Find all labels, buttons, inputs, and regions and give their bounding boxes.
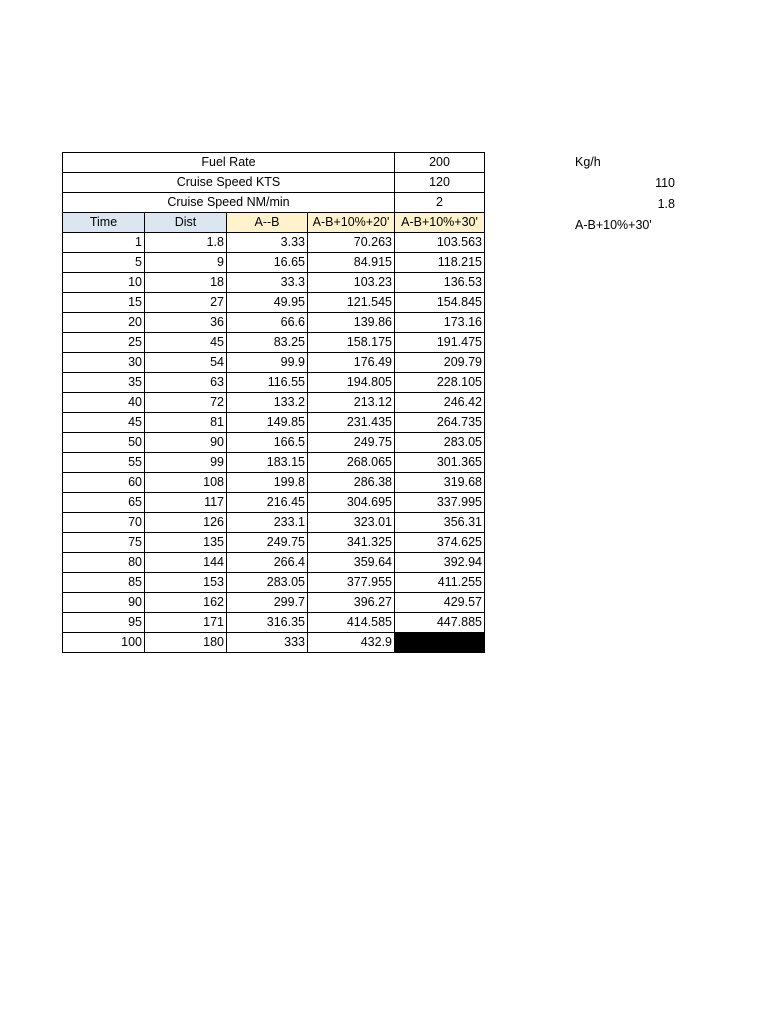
table-cell[interactable]: 304.695 bbox=[308, 493, 395, 513]
table-cell[interactable]: 20 bbox=[63, 313, 145, 333]
table-cell[interactable]: 246.42 bbox=[395, 393, 485, 413]
table-cell[interactable] bbox=[395, 633, 485, 653]
table-cell[interactable]: 99 bbox=[145, 453, 227, 473]
param-value[interactable]: 200 bbox=[395, 153, 485, 173]
table-cell[interactable]: 299.7 bbox=[227, 593, 308, 613]
param-label[interactable]: Cruise Speed NM/min bbox=[63, 193, 395, 213]
table-row bbox=[63, 253, 485, 273]
table-cell[interactable]: 301.365 bbox=[395, 453, 485, 473]
table-cell[interactable]: 191.475 bbox=[395, 333, 485, 353]
table-cell[interactable]: 283.05 bbox=[395, 433, 485, 453]
table-cell[interactable]: 139.86 bbox=[308, 313, 395, 333]
table-row bbox=[63, 493, 485, 513]
table-cell[interactable]: 83.25 bbox=[227, 333, 308, 353]
table-cell[interactable]: 1 bbox=[63, 233, 145, 253]
param-row-cruise-speed-kts bbox=[63, 173, 485, 193]
table-cell[interactable]: 63 bbox=[145, 373, 227, 393]
table-cell[interactable]: 316.35 bbox=[227, 613, 308, 633]
param-label[interactable]: Cruise Speed KTS bbox=[63, 173, 395, 193]
table-cell[interactable]: 319.68 bbox=[395, 473, 485, 493]
header-a-b[interactable]: A--B bbox=[227, 213, 308, 233]
table-cell[interactable]: 414.585 bbox=[308, 613, 395, 633]
table-cell[interactable]: 90 bbox=[145, 433, 227, 453]
table-row bbox=[63, 453, 485, 473]
table-cell[interactable]: 396.27 bbox=[308, 593, 395, 613]
table-cell[interactable]: 249.75 bbox=[227, 533, 308, 553]
table-cell[interactable]: 356.31 bbox=[395, 513, 485, 533]
table-cell[interactable]: 36 bbox=[145, 313, 227, 333]
table-cell[interactable]: 173.16 bbox=[395, 313, 485, 333]
fuel-table bbox=[62, 152, 485, 653]
table-cell[interactable]: 50 bbox=[63, 433, 145, 453]
side-unit-label[interactable]: Kg/h bbox=[575, 155, 601, 169]
table-cell[interactable]: 60 bbox=[63, 473, 145, 493]
table-cell[interactable]: 180 bbox=[145, 633, 227, 653]
table-cell[interactable]: 333 bbox=[227, 633, 308, 653]
table-cell[interactable]: 35 bbox=[63, 373, 145, 393]
table-cell[interactable]: 116.55 bbox=[227, 373, 308, 393]
table-cell[interactable]: 54 bbox=[145, 353, 227, 373]
table-cell[interactable]: 359.64 bbox=[308, 553, 395, 573]
table-cell[interactable]: 374.625 bbox=[395, 533, 485, 553]
table-cell[interactable]: 84.915 bbox=[308, 253, 395, 273]
header-dist[interactable]: Dist bbox=[145, 213, 227, 233]
table-cell[interactable]: 286.38 bbox=[308, 473, 395, 493]
table-cell[interactable]: 72 bbox=[145, 393, 227, 413]
table-row bbox=[63, 293, 485, 313]
header-a-b-30[interactable]: A-B+10%+30' bbox=[395, 213, 485, 233]
table-cell[interactable]: 135 bbox=[145, 533, 227, 553]
table-cell[interactable]: 117 bbox=[145, 493, 227, 513]
table-cell[interactable]: 268.065 bbox=[308, 453, 395, 473]
table-cell[interactable]: 5 bbox=[63, 253, 145, 273]
param-value[interactable]: 2 bbox=[395, 193, 485, 213]
table-cell[interactable]: 183.15 bbox=[227, 453, 308, 473]
table-cell[interactable]: 209.79 bbox=[395, 353, 485, 373]
table-cell[interactable]: 45 bbox=[145, 333, 227, 353]
table-cell[interactable]: 136.53 bbox=[395, 273, 485, 293]
table-body bbox=[63, 153, 485, 653]
table-row bbox=[63, 633, 485, 653]
table-cell[interactable]: 231.435 bbox=[308, 413, 395, 433]
side-value-2[interactable]: 1.8 bbox=[657, 197, 675, 211]
table-cell[interactable]: 70 bbox=[63, 513, 145, 533]
table-cell[interactable]: 16.65 bbox=[227, 253, 308, 273]
table-row bbox=[63, 573, 485, 593]
table-cell[interactable]: 99.9 bbox=[227, 353, 308, 373]
table-cell[interactable]: 216.45 bbox=[227, 493, 308, 513]
table-cell[interactable]: 103.563 bbox=[395, 233, 485, 253]
table-cell[interactable]: 166.5 bbox=[227, 433, 308, 453]
table-cell[interactable]: 341.325 bbox=[308, 533, 395, 553]
table-cell[interactable]: 121.545 bbox=[308, 293, 395, 313]
table-cell[interactable]: 118.215 bbox=[395, 253, 485, 273]
table-cell[interactable]: 33.3 bbox=[227, 273, 308, 293]
table-cell[interactable]: 392.94 bbox=[395, 553, 485, 573]
table-row bbox=[63, 473, 485, 493]
table-row bbox=[63, 413, 485, 433]
table-cell[interactable]: 1.8 bbox=[145, 233, 227, 253]
table-cell[interactable]: 55 bbox=[63, 453, 145, 473]
table-cell[interactable]: 80 bbox=[63, 553, 145, 573]
table-cell[interactable]: 3.33 bbox=[227, 233, 308, 253]
table-cell[interactable]: 429.57 bbox=[395, 593, 485, 613]
header-row bbox=[63, 213, 485, 233]
table-cell[interactable]: 377.955 bbox=[308, 573, 395, 593]
param-value[interactable]: 120 bbox=[395, 173, 485, 193]
table-cell[interactable]: 27 bbox=[145, 293, 227, 313]
header-a-b-20[interactable]: A-B+10%+20' bbox=[308, 213, 395, 233]
table-cell[interactable]: 228.105 bbox=[395, 373, 485, 393]
table-cell[interactable]: 126 bbox=[145, 513, 227, 533]
table-row bbox=[63, 533, 485, 553]
table-cell[interactable]: 447.885 bbox=[395, 613, 485, 633]
table-cell[interactable]: 199.8 bbox=[227, 473, 308, 493]
table-cell[interactable]: 411.255 bbox=[395, 573, 485, 593]
table-cell[interactable]: 149.85 bbox=[227, 413, 308, 433]
table-cell[interactable]: 171 bbox=[145, 613, 227, 633]
table-row bbox=[63, 273, 485, 293]
table-cell[interactable]: 249.75 bbox=[308, 433, 395, 453]
table-cell[interactable]: 158.175 bbox=[308, 333, 395, 353]
table-cell[interactable]: 15 bbox=[63, 293, 145, 313]
table-cell[interactable]: 10 bbox=[63, 273, 145, 293]
table-cell[interactable]: 49.95 bbox=[227, 293, 308, 313]
table-cell[interactable]: 103.23 bbox=[308, 273, 395, 293]
side-value-1[interactable]: 110 bbox=[655, 176, 675, 190]
table-cell[interactable]: 337.995 bbox=[395, 493, 485, 513]
table-cell[interactable]: 81 bbox=[145, 413, 227, 433]
table-row bbox=[63, 593, 485, 613]
table-cell[interactable]: 108 bbox=[145, 473, 227, 493]
param-row-cruise-speed-nm-min bbox=[63, 193, 485, 213]
table-cell[interactable]: 153 bbox=[145, 573, 227, 593]
table-cell[interactable]: 30 bbox=[63, 353, 145, 373]
table-cell[interactable]: 154.845 bbox=[395, 293, 485, 313]
table-cell[interactable]: 432.9 bbox=[308, 633, 395, 653]
table-cell[interactable]: 95 bbox=[63, 613, 145, 633]
table-cell[interactable]: 264.735 bbox=[395, 413, 485, 433]
table-row bbox=[63, 353, 485, 373]
table-row bbox=[63, 553, 485, 573]
table-cell[interactable]: 45 bbox=[63, 413, 145, 433]
table-cell[interactable]: 233.1 bbox=[227, 513, 308, 533]
table-row bbox=[63, 333, 485, 353]
param-row-fuel-rate bbox=[63, 153, 485, 173]
table-cell[interactable]: 25 bbox=[63, 333, 145, 353]
table-row bbox=[63, 433, 485, 453]
table-cell[interactable]: 176.49 bbox=[308, 353, 395, 373]
table-cell[interactable]: 75 bbox=[63, 533, 145, 553]
table-cell[interactable]: 213.12 bbox=[308, 393, 395, 413]
table-cell[interactable]: 90 bbox=[63, 593, 145, 613]
table-cell[interactable]: 283.05 bbox=[227, 573, 308, 593]
table-cell[interactable]: 40 bbox=[63, 393, 145, 413]
table-cell[interactable]: 194.805 bbox=[308, 373, 395, 393]
table-cell[interactable]: 85 bbox=[63, 573, 145, 593]
side-formula-label[interactable]: A-B+10%+30' bbox=[575, 218, 652, 232]
table-row bbox=[63, 613, 485, 633]
table-cell[interactable]: 70.263 bbox=[308, 233, 395, 253]
table-row bbox=[63, 233, 485, 253]
table-row bbox=[63, 373, 485, 393]
table-cell[interactable]: 162 bbox=[145, 593, 227, 613]
table-cell[interactable]: 18 bbox=[145, 273, 227, 293]
table-row bbox=[63, 513, 485, 533]
table-cell[interactable]: 9 bbox=[145, 253, 227, 273]
table-row bbox=[63, 313, 485, 333]
table-row bbox=[63, 393, 485, 413]
table-cell[interactable]: 266.4 bbox=[227, 553, 308, 573]
table-cell[interactable]: 133.2 bbox=[227, 393, 308, 413]
table-cell[interactable]: 323.01 bbox=[308, 513, 395, 533]
table-cell[interactable]: 144 bbox=[145, 553, 227, 573]
param-label[interactable]: Fuel Rate bbox=[63, 153, 395, 173]
table-cell[interactable]: 66.6 bbox=[227, 313, 308, 333]
table-cell[interactable]: 100 bbox=[63, 633, 145, 653]
table-cell[interactable]: 65 bbox=[63, 493, 145, 513]
header-time[interactable]: Time bbox=[63, 213, 145, 233]
